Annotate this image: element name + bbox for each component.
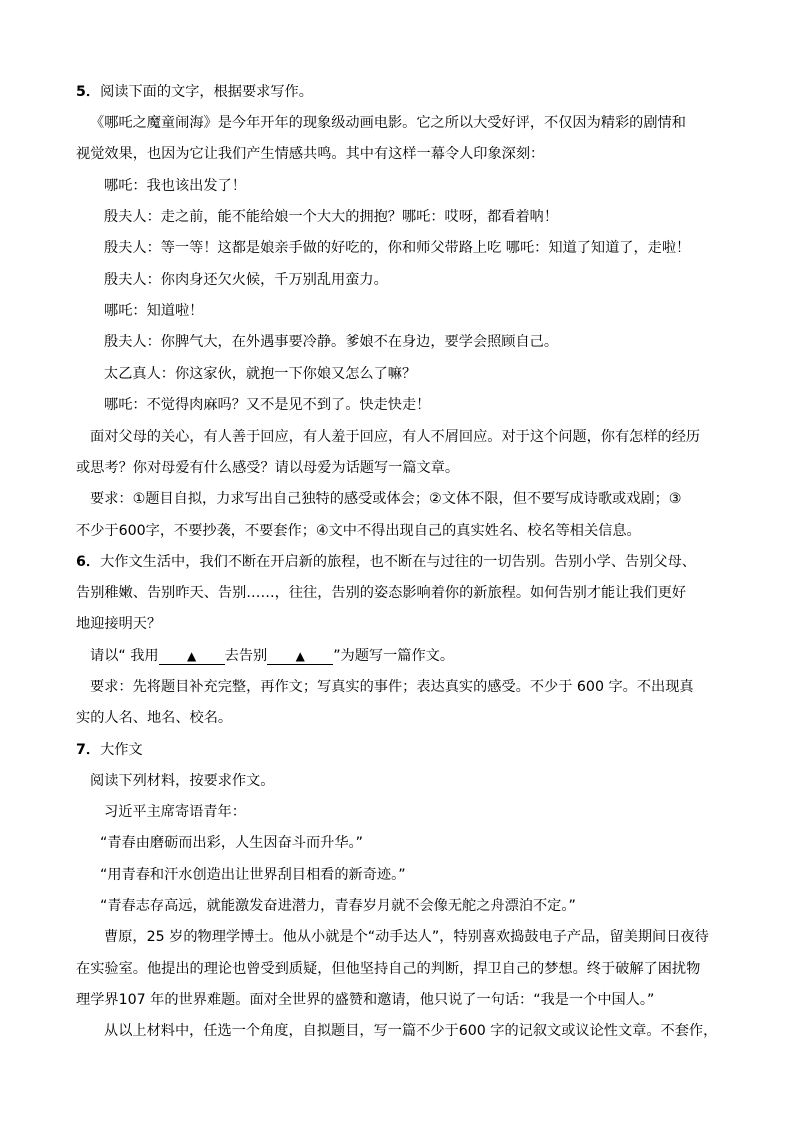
- q6-requirement-line: 要求：先将题目补充完整，再作文；写真实的事件；表达真实的感受。不少于 600 字。不出现真: [90, 679, 694, 695]
- q6-title-suffix: ”为题写一篇作文。: [333, 648, 455, 664]
- q5-intro-line: 视觉效果，也因为它让我们产生情感共鸣。其中有这样一幕令人印象深刻：: [76, 146, 545, 162]
- q5-number: 5．: [76, 84, 101, 100]
- q6-text-line: [76, 552, 696, 572]
- q5-heading: 阅读下面的文字，根据要求写作。: [100, 84, 313, 100]
- q7-story-line: 曹原，25 岁的物理学博士。他从小就是个“动手达人”，特别喜欢捣鼓电子产品，留美期间日夜待: [104, 929, 709, 945]
- q7-quote: “青春由磨砺而出彩，人生因奋斗而升华。”: [100, 835, 363, 851]
- q7-heading: 大作文: [100, 742, 143, 758]
- q5-dialogue-line: 殷夫人：等一等！这都是娘亲手做的好吃的，你和师父带路上吃 哪吒：知道了知道了，走啦！: [104, 240, 691, 256]
- q6-text: 大作文生活中，我们不断在开启新的旅程，也不断在与过往的一切告别。告别小学、告别父母、: [100, 554, 696, 570]
- q6-title-instruction: [90, 646, 454, 666]
- q6-number: 6．: [76, 554, 101, 570]
- q5-requirement-line: 要求：①题目自拟，力求写出自己独特的感受或体会；②文体不限，但不要写成诗歌或戏剧；③: [90, 491, 682, 507]
- q7-number: 7．: [76, 742, 101, 758]
- q5-requirement-line: 不少于600字，不要抄袭，不要套作；④文中不得出现自己的真实姓名、校名等相关信息。: [76, 523, 641, 539]
- q7-story-line: 在实验室。他提出的理论也曾受到质疑，但他坚持自己的判断，捍卫自己的梦想。终于破解了困扰物: [76, 961, 701, 977]
- q7-line: 习近平主席寄语青年：: [104, 804, 246, 820]
- q7-final-line: 从以上材料中，任选一个角度，自拟题目，写一篇不少于600 字的记叙文或议论性文章。不套作，: [104, 1023, 718, 1039]
- q5-dialogue-line: 殷夫人：你肉身还欠火候，千万别乱用蛮力。: [104, 272, 388, 288]
- q5-intro-line: 《哪吒之魔童闹海》是今年开年的现象级动画电影。它之所以大受好评，不仅因为精彩的剧情和: [90, 115, 686, 131]
- q5-prompt-line: 面对父母的关心，有人善于回应，有人羞于回应，有人不屑回应。对于这个问题，你有怎样的经历: [90, 429, 701, 445]
- q7-quote: “用青春和汗水创造出让世界刮目相看的新奇迹。”: [100, 867, 406, 883]
- q5-dialogue-line: 殷夫人：走之前，能不能给娘一个大大的拥抱？哪吒：哎呀，都看着呐！: [104, 209, 559, 225]
- q7-line: 阅读下列材料，按要求作文。: [90, 773, 275, 789]
- q6-requirement-line: 实的人名、地名、校名。: [76, 710, 233, 726]
- q5-dialogue-line: 殷夫人：你脾气大，在外遇事要冷静。爹娘不在身边，要学会照顾自己。: [104, 334, 559, 350]
- q6-title-prefix: 请以“ 我用: [90, 648, 159, 664]
- q6-blank-1: ▲: [159, 648, 225, 665]
- q5-dialogue-line: 太乙真人：你这家伙，就抱一下你娘又怎么了嘛？: [104, 366, 417, 382]
- q7-heading-line: [76, 740, 143, 760]
- q6-blank-2: ▲: [267, 648, 333, 665]
- q6-text-line: 告别稚嫩、告别昨天、告别……，往往，告别的姿态影响着你的新旅程。如何告别才能让我们更好: [76, 585, 687, 601]
- q5-dialogue-line: 哪吒：我也该出发了！: [104, 178, 246, 194]
- q5-prompt-line: 或思考？你对母爱有什么感受？请以母爱为话题写一篇文章。: [76, 460, 460, 476]
- q5-dialogue-line: 哪吒：知道啦！: [104, 303, 204, 319]
- q6-text-line: 地迎接明天？: [76, 616, 162, 632]
- q5-heading-line: [76, 82, 313, 102]
- q7-story-line: 理学界107 年的世界难题。面对全世界的盛赞和邀请，他只说了一句话：“我是一个中国人。”: [76, 992, 655, 1008]
- q5-dialogue-line: 哪吒：不觉得肉麻吗？又不是见不到了。快走快走！: [104, 397, 431, 413]
- q7-quote: “青春志存高远，就能激发奋进潜力，青春岁月就不会像无舵之舟漂泊不定。”: [100, 898, 576, 914]
- q6-title-middle: 去告别: [224, 648, 268, 664]
